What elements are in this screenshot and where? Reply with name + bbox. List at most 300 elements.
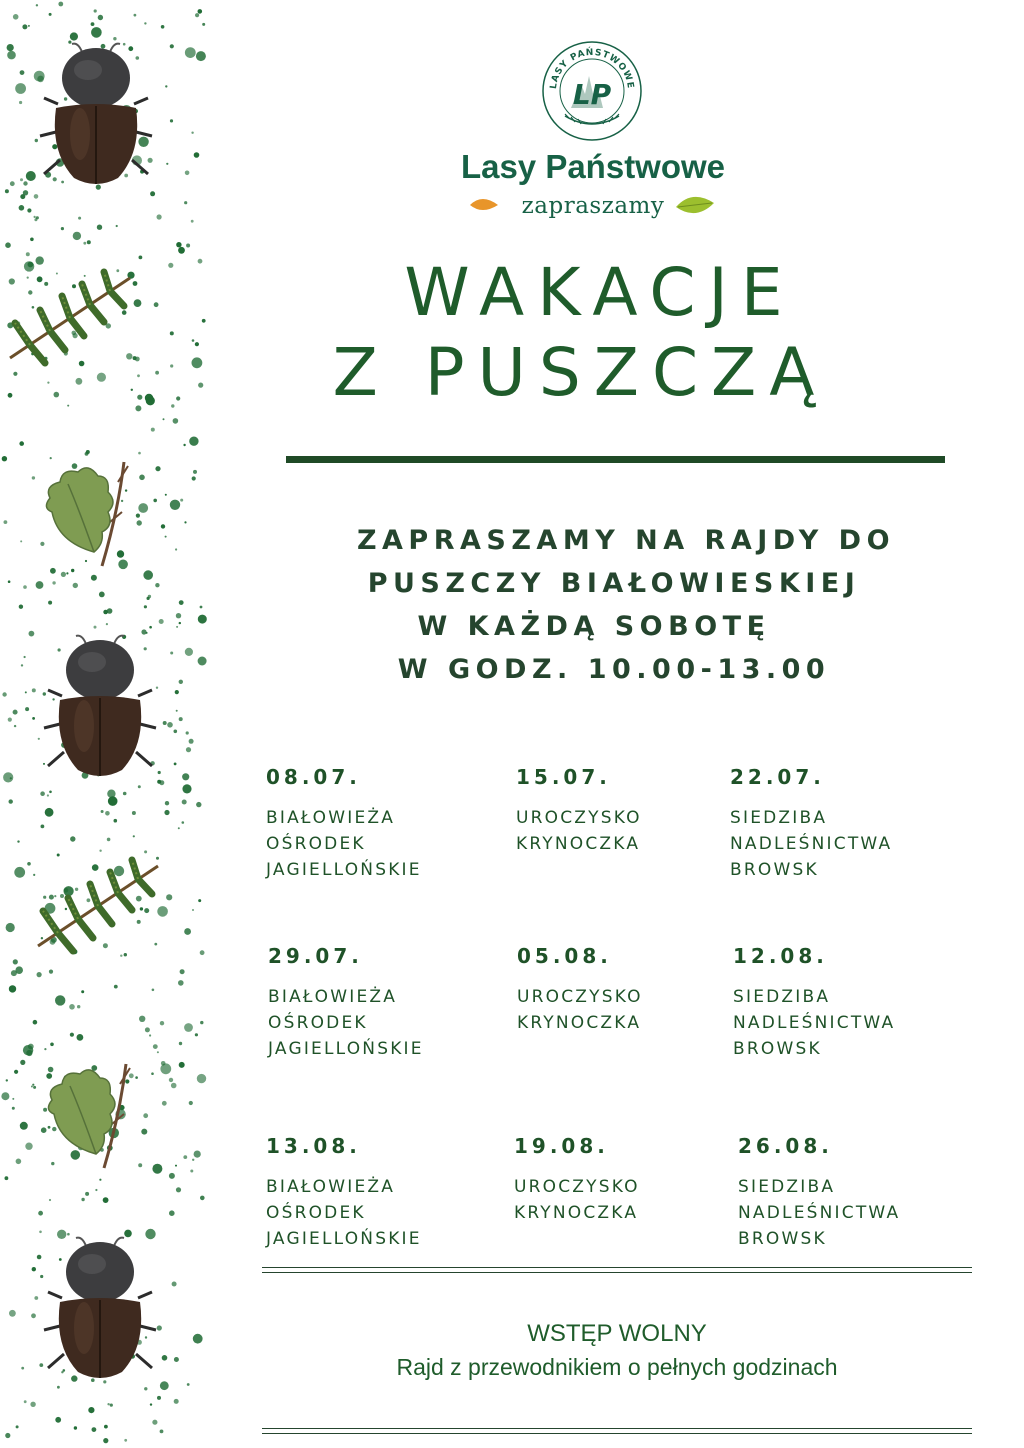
decor-dot: [174, 763, 177, 766]
schedule-date: 15.07.: [516, 765, 611, 789]
decor-dot: [77, 1005, 80, 1008]
decor-dot: [91, 575, 97, 581]
decor-dot: [96, 185, 101, 190]
decor-dot: [180, 499, 183, 502]
guide-info-text: Rajd z przewodnikiem o pełnych godzinach: [396, 1354, 838, 1380]
decor-dot: [101, 810, 104, 813]
decor-dot: [131, 389, 133, 391]
decor-dot: [8, 580, 11, 583]
decor-dot: [13, 372, 17, 376]
decor-dot: [101, 44, 106, 49]
decor-dot: [195, 1033, 198, 1036]
invitation-line-4: W GODZ. 10.00-13.00: [397, 654, 831, 685]
decor-dot: [193, 1334, 203, 1344]
decor-dot: [197, 1074, 206, 1083]
decor-dot: [176, 1187, 181, 1192]
decor-dot: [192, 909, 194, 911]
spruce-branch-icon: [10, 272, 130, 363]
decor-dot: [195, 342, 199, 346]
decor-dot: [20, 178, 23, 181]
decor-dot: [24, 1400, 27, 1403]
decor-dot: [39, 1231, 42, 1234]
decor-dot: [13, 710, 18, 715]
decor-dot: [72, 284, 76, 288]
decor-dot: [156, 857, 159, 860]
decor-dot: [31, 1086, 33, 1088]
decor-dot: [20, 1122, 28, 1130]
decor-dot: [43, 1108, 47, 1112]
decor-dot: [145, 394, 153, 402]
decor-dot: [200, 606, 203, 609]
decor-dot: [52, 698, 54, 700]
decor-dot: [103, 1438, 108, 1443]
decor-dot: [172, 1282, 177, 1287]
decor-dot: [73, 232, 81, 240]
decor-dot: [144, 605, 147, 608]
decor-dot: [182, 821, 185, 824]
decor-dot: [200, 950, 205, 955]
decor-dot: [24, 656, 26, 658]
decor-dot: [158, 771, 161, 774]
decor-dot: [157, 1396, 161, 1400]
decor-dot: [47, 794, 49, 796]
decor-dot: [19, 605, 23, 609]
decor-dot: [149, 626, 152, 629]
decor-dot: [9, 799, 13, 803]
decor-dot: [174, 1357, 179, 1362]
decor-dot: [155, 466, 160, 471]
decor-dot: [195, 13, 199, 17]
decor-dot: [17, 840, 19, 842]
decor-dot: [5, 189, 9, 193]
decor-dot: [123, 43, 126, 46]
decor-dot: [110, 1404, 113, 1407]
decor-dot: [152, 989, 155, 992]
decor-dot: [144, 1387, 147, 1390]
schedule-item: [266, 767, 496, 883]
decor-dot: [7, 51, 16, 60]
decor-dot: [155, 583, 159, 587]
decor-dot: [50, 939, 56, 945]
title-line-1: WAKACJE: [404, 254, 796, 331]
decor-dot: [40, 1275, 43, 1278]
decor-dot: [95, 1189, 97, 1191]
decor-dot: [136, 896, 142, 902]
decor-dot: [103, 1380, 106, 1383]
decor-dot: [155, 371, 159, 375]
decor-dot: [156, 687, 158, 689]
decor-dot: [114, 819, 118, 823]
decor-dot: [103, 1197, 109, 1203]
decor-dot: [170, 44, 174, 48]
decor-dot: [50, 457, 52, 459]
decor-dot: [139, 475, 145, 481]
decor-dot: [124, 953, 127, 956]
decor-dot: [51, 1162, 54, 1165]
decor-dot: [118, 560, 128, 570]
decor-dot: [145, 1336, 147, 1338]
decor-dot: [48, 1067, 54, 1073]
decor-dot: [23, 585, 27, 589]
decor-dot: [138, 1163, 142, 1167]
decor-dot: [157, 1051, 159, 1053]
decor-dot: [52, 1127, 56, 1131]
decor-dot: [175, 1165, 177, 1167]
decor-dot: [153, 1044, 158, 1049]
decor-dot: [108, 796, 118, 806]
decor-dot: [133, 281, 138, 286]
decor-dot: [192, 339, 195, 342]
decor-dot: [67, 1233, 70, 1236]
decor-dot: [154, 943, 157, 946]
decor-dot: [26, 252, 30, 256]
decor-dot: [14, 1070, 18, 1074]
decor-dot: [171, 404, 174, 407]
decor-dot: [198, 259, 203, 264]
decor-dot: [152, 1164, 162, 1174]
decor-dot: [28, 25, 30, 27]
decor-dot: [30, 1402, 35, 1407]
decor-dot: [117, 550, 124, 557]
schedule-date: 12.08.: [733, 944, 828, 968]
decor-dot: [6, 923, 15, 932]
decor-dot: [179, 717, 183, 721]
decor-dot: [74, 1426, 77, 1429]
decor-dot: [54, 392, 60, 398]
decor-dot: [139, 256, 143, 260]
decor-dot: [20, 540, 22, 542]
schedule-item: [516, 767, 746, 857]
decor-dot: [162, 1355, 168, 1361]
decor-dot: [14, 867, 25, 878]
decor-dot: [186, 747, 191, 752]
decor-dot: [23, 181, 27, 185]
logo-ring-text: LASY PAŃSTWOWE: [548, 47, 636, 90]
decor-dot: [33, 1020, 38, 1025]
decor-dot: [25, 691, 27, 693]
decor-dot: [200, 1021, 203, 1024]
decor-dot: [194, 152, 200, 158]
decor-dot: [36, 4, 38, 6]
decor-dot: [176, 613, 181, 618]
decor-dot: [98, 15, 103, 20]
decor-dot: [31, 1313, 36, 1318]
decor-dot: [198, 899, 201, 902]
decor-dot: [47, 382, 49, 384]
decor-dot: [200, 1196, 205, 1201]
decor-dot: [141, 629, 146, 634]
decor-dot: [198, 615, 207, 624]
decor-dot: [54, 895, 56, 897]
decor-dot: [191, 132, 193, 134]
free-entry-text: WSTĘP WOLNY: [527, 1320, 707, 1347]
decor-dot: [166, 894, 172, 900]
decor-dot: [165, 801, 169, 805]
decor-dot: [5, 1176, 9, 1180]
decor-dot: [20, 1060, 25, 1065]
decor-dot: [38, 1211, 43, 1216]
decor-dot: [170, 331, 174, 335]
decor-dot: [76, 378, 83, 385]
decor-dot: [175, 548, 177, 550]
decor-dot: [27, 277, 29, 279]
decor-dot: [87, 240, 91, 244]
decor-dot: [103, 943, 108, 948]
decor-dot: [166, 163, 168, 165]
decor-dot: [83, 242, 86, 245]
decor-dot: [34, 218, 37, 221]
decor-dot: [97, 373, 106, 382]
decor-dot: [107, 1403, 109, 1405]
decor-dot: [140, 907, 143, 910]
decor-dot: [184, 928, 191, 935]
decor-dot: [71, 569, 74, 572]
schedule-date: 08.07.: [266, 765, 361, 789]
decor-dot: [163, 418, 165, 420]
decor-dot: [19, 205, 25, 211]
decor-dot: [176, 396, 180, 400]
decor-dot: [32, 476, 35, 479]
decor-dot: [67, 405, 69, 407]
decor-dot: [21, 664, 23, 666]
decor-dot: [34, 216, 36, 218]
decor-dot: [91, 1378, 95, 1382]
decor-dot: [176, 242, 181, 247]
decor-dot: [116, 225, 118, 227]
schedule-date: 13.08.: [266, 1134, 361, 1158]
decor-dot: [97, 225, 102, 230]
decor-dot: [170, 500, 180, 510]
decor-dot: [5, 1433, 10, 1438]
decor-dot: [116, 269, 119, 272]
decor-dot: [66, 572, 68, 574]
schedule-item: [514, 1136, 744, 1226]
decor-dot: [107, 838, 111, 842]
decor-dot: [10, 777, 12, 779]
decor-dot: [114, 866, 124, 876]
decor-dot: [187, 1383, 190, 1386]
decor-dot: [138, 137, 148, 147]
decor-dot: [173, 418, 179, 424]
decor-dot: [23, 1045, 33, 1055]
decor-dot: [157, 1325, 162, 1330]
decor-dot: [133, 835, 135, 837]
decor-dot: [92, 1427, 97, 1432]
decor-dot: [34, 194, 39, 199]
decor-dot: [57, 1386, 60, 1389]
decor-dot: [145, 1027, 150, 1032]
decor-dot: [58, 2, 63, 7]
decor-dot: [138, 503, 148, 513]
decor-dot: [57, 854, 60, 857]
decor-dot: [122, 310, 127, 315]
decor-dot: [27, 208, 31, 212]
decor-dot: [61, 181, 64, 184]
decor-dot: [121, 500, 123, 502]
decor-dot: [202, 23, 205, 26]
decor-dot: [64, 97, 67, 100]
decor-dot: [37, 1255, 42, 1260]
decor-dot: [136, 56, 140, 60]
decor-dot: [11, 970, 17, 976]
decor-dot: [169, 1173, 175, 1179]
tagline-text: zapraszamy: [521, 193, 665, 219]
decor-dot: [88, 1407, 94, 1413]
oak-leaf-icon: [48, 1064, 130, 1168]
decor-dot: [151, 428, 155, 432]
decor-dot: [4, 520, 8, 524]
decor-dot: [168, 263, 173, 268]
decor-dot: [44, 1048, 46, 1050]
schedule-place: BIAŁOWIEŻA OŚRODEK JAGIELLOŃSKIE: [268, 987, 424, 1059]
invitation-line-3: W KAŻDĄ SOBOTĘ: [417, 611, 771, 642]
decor-dot: [186, 244, 190, 248]
decor-dot: [196, 802, 201, 807]
beetle-icon: [44, 636, 156, 776]
schedule-date: 26.08.: [738, 1134, 833, 1158]
decor-dot: [185, 648, 193, 656]
decor-dot: [125, 1079, 129, 1083]
decor-dot: [52, 144, 57, 149]
decor-dot: [61, 1371, 63, 1373]
decor-dot: [178, 247, 185, 254]
decor-dot: [8, 393, 13, 398]
decor-dot: [151, 1072, 154, 1075]
decor-dot: [41, 1127, 47, 1133]
decor-dot: [149, 1034, 151, 1036]
decor-dot: [169, 1210, 175, 1216]
decor-dot: [9, 1310, 16, 1317]
decor-dot: [198, 657, 207, 666]
schedule-place: BIAŁOWIEŻA OŚRODEK JAGIELLOŃSKIE: [266, 808, 422, 880]
decor-dot: [70, 32, 78, 40]
decor-dot: [77, 1034, 84, 1041]
logo-monogram: LP: [572, 78, 612, 111]
decor-dot: [41, 825, 45, 829]
decor-dot: [157, 906, 168, 917]
footer-divider-bottom: [262, 1428, 972, 1434]
decor-dot: [13, 14, 19, 20]
decor-dot: [28, 290, 32, 294]
decor-dot: [36, 256, 44, 264]
decor-dot: [56, 273, 58, 275]
decor-dot: [174, 730, 178, 734]
decor-dot: [73, 583, 78, 588]
decor-dot: [27, 862, 31, 866]
beetle-icon: [40, 44, 152, 184]
schedule-item: [730, 767, 960, 883]
decor-dot: [99, 850, 101, 852]
decor-dot: [164, 810, 169, 815]
decor-dot: [128, 46, 133, 51]
schedule-item: [517, 946, 747, 1036]
decor-dot: [182, 784, 191, 793]
decor-dot: [53, 177, 57, 181]
oak-leaf-icon: [46, 462, 128, 566]
decor-dot: [135, 357, 140, 362]
tagline: [470, 193, 716, 229]
decor-dot: [143, 1113, 148, 1118]
decor-dot: [9, 985, 16, 992]
schedule-place: SIEDZIBA NADLEŚNICTWA BROWSK: [738, 1177, 901, 1249]
decor-dot: [134, 14, 137, 17]
decor-dot: [6, 1079, 8, 1081]
decor-dot: [135, 405, 141, 411]
schedule-place: SIEDZIBA NADLEŚNICTWA BROWSK: [733, 987, 896, 1059]
decor-dot: [68, 41, 71, 44]
decor-dot: [138, 452, 141, 455]
decor-dot: [180, 969, 185, 974]
decor-dot: [16, 1159, 22, 1165]
decor-dot: [160, 1021, 164, 1025]
decor-dot: [161, 524, 165, 528]
decor-dot: [71, 1375, 77, 1381]
decor-dot: [81, 1198, 84, 1201]
decor-dot: [178, 980, 184, 986]
decor-dot: [46, 1073, 52, 1079]
decor-dot: [150, 191, 155, 196]
decor-dot: [135, 1076, 138, 1079]
decor-dot: [157, 780, 161, 784]
decor-dot: [49, 791, 52, 794]
decor-dot: [143, 570, 153, 580]
decor-dot: [150, 1403, 152, 1405]
decor-dot: [37, 972, 42, 977]
decor-dot: [24, 261, 34, 271]
decor-dot: [162, 1101, 167, 1106]
decor-dot: [103, 610, 108, 615]
decor-dot: [61, 572, 66, 577]
decor-dot: [79, 361, 85, 367]
decor-dot: [43, 692, 46, 695]
decor-dot: [184, 201, 187, 204]
decor-dot: [179, 1042, 182, 1045]
decor-dot: [194, 1151, 201, 1158]
decor-dot: [192, 1159, 194, 1161]
decor-dot: [32, 717, 35, 720]
decor-dot: [87, 898, 91, 902]
decor-dot: [148, 158, 153, 163]
decor-dot: [174, 1399, 179, 1404]
decor-dot: [137, 920, 141, 924]
decor-dot: [33, 874, 35, 876]
decor-dot: [32, 1267, 36, 1271]
decor-dot: [50, 1043, 54, 1047]
decor-dot: [139, 1016, 145, 1022]
decor-dot: [19, 101, 22, 104]
decor-dot: [198, 383, 203, 388]
decor-dot: [69, 1004, 75, 1010]
decor-dot: [189, 1101, 193, 1105]
decor-dot: [124, 1230, 132, 1238]
decor-dot: [189, 437, 198, 446]
decor-dot: [124, 1439, 127, 1442]
decor-dot: [14, 725, 16, 727]
decor-dot: [99, 1179, 101, 1181]
decor-dot: [40, 791, 45, 796]
decor-dot: [165, 85, 167, 87]
schedule-item: [266, 1136, 496, 1252]
decor-dot: [85, 560, 87, 562]
decor-dot: [35, 139, 38, 142]
decor-dot: [55, 995, 65, 1005]
decor-dot: [1, 1092, 9, 1100]
decor-dot: [189, 739, 194, 744]
decor-dot: [182, 800, 187, 805]
decor-dot: [2, 456, 7, 461]
footer-divider-top: [262, 1267, 972, 1273]
decor-dot: [34, 1296, 38, 1300]
